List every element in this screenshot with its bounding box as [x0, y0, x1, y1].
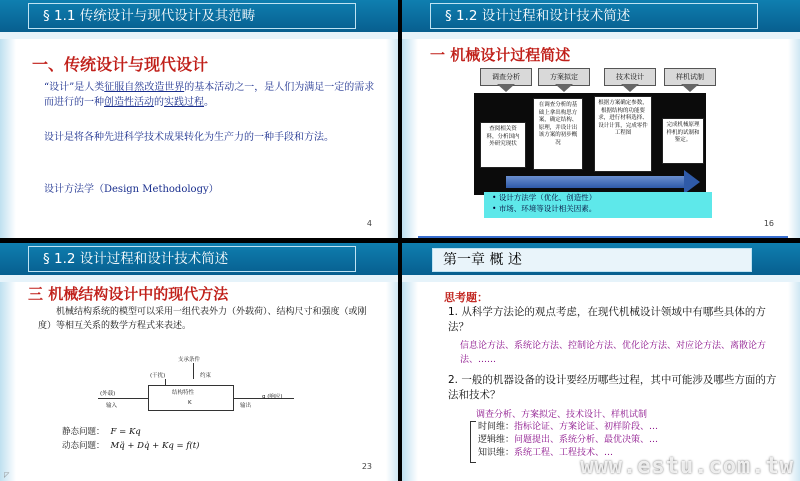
stage-survey: 调查分析 [480, 68, 532, 86]
body-text: 机械结构系统的模型可以采用一组代表外力（外载荷）、结构尺寸和强度（或刚度）等相互关系的数学方程式来表述。 [38, 307, 367, 331]
answer-1: 信息论方法、系统论方法、控制论方法、优化论方法、对应论方法、离散论方法、…… [460, 341, 767, 365]
question-1: 1. 从科学方法论的观点考虑，在现代机械设计领域中有哪些具体的方法？ [448, 306, 766, 333]
flow-arrow-bar [506, 176, 684, 188]
flow-box-1: 查阅相关资料，分析国内外研究现状 [480, 122, 526, 168]
chevron-down-icon [497, 84, 515, 92]
diagram-input: 输入 [106, 403, 118, 409]
header-strip [0, 32, 398, 39]
diagram-load: (外载) [100, 391, 116, 397]
header-strip [402, 32, 800, 39]
slide-thumbnail-3[interactable] [0, 243, 398, 481]
header-strip [0, 275, 398, 282]
slide-header-bar [0, 0, 398, 32]
stage-tech-design: 技术设计 [604, 68, 656, 86]
diagram-center: 结构特性 [172, 390, 195, 396]
diagram-top-label: 支承条件 [178, 357, 201, 363]
right-gradient [788, 282, 800, 481]
left-gradient [0, 39, 16, 238]
chevron-down-icon [681, 84, 699, 92]
site-watermark: www.estu.com.tw [580, 454, 794, 479]
right-gradient [386, 282, 398, 481]
slide-header-bar [402, 0, 800, 32]
questions-title: 思考题： [444, 291, 488, 304]
row-logic: 逻辑维：问题提出、系统分析、最优决策、… [478, 435, 659, 445]
diagram-response: q (响应) [262, 394, 283, 400]
answer-2-head: 调查分析、方案拟定、技术设计、样机试制 [476, 410, 648, 420]
question-2: 2. 一般的机器设备的设计要经历哪些过程，其中可能涉及哪些方面的方法和技术？ [448, 374, 777, 401]
right-gradient [788, 39, 800, 238]
left-gradient [402, 39, 418, 238]
chevron-down-icon [555, 84, 573, 92]
paragraph-2: 设计是将各种先进科学技术成果转化为生产力的一种手段和方法。 [44, 132, 334, 143]
stage-plan: 方案拟定 [538, 68, 590, 86]
diagram-center-k: K [188, 400, 192, 406]
left-gradient [402, 282, 418, 481]
stage-prototype: 样机试制 [664, 68, 716, 86]
slide-header-bar [0, 243, 398, 275]
slide-title: 一、传统设计与现代设计 [32, 55, 209, 74]
slide-header-title: § 1.2 设计过程和设计技术简述 [28, 246, 356, 272]
corner-mark: ◸ [4, 471, 10, 479]
static-problem: 静态问题： F = Kq [62, 427, 141, 437]
notes-box [484, 192, 712, 218]
flow-box-2: 在调查分析的基础上拿出构思方案，确定结构、原理，并设计出该方案的初步概况 [533, 98, 583, 170]
paragraph-1: “设计”是人类征服自然改造世界的基本活动之一，是人们为满足一定的需求而进行的一种创造性活动的实践过程。 [44, 82, 375, 108]
page-number: 16 [763, 219, 774, 228]
right-gradient [386, 39, 398, 238]
slide-thumbnail-4[interactable] [402, 243, 800, 481]
chevron-down-icon [621, 84, 639, 92]
flow-box-4: 完成机械原理样机的试制和鉴定。 [662, 118, 704, 164]
dynamic-problem: 动态问题： Mq̈ + Dq̇ + Kq = f(t) [62, 441, 200, 451]
diagram-constraint: 约束 [200, 373, 212, 379]
slide-thumbnail-1[interactable] [0, 0, 398, 238]
diagram-output: 输出 [240, 403, 252, 409]
slide-header-title: 第一章 概 述 [432, 248, 752, 272]
diagram-arrow [98, 398, 148, 399]
diagram-line [193, 363, 194, 379]
slide-header-title: § 1.2 设计过程和设计技术简述 [430, 3, 758, 29]
slide-title: 三 机械结构设计中的现代方法 [28, 285, 229, 303]
slide-header-title: § 1.1 传统设计与现代设计及其范畴 [28, 3, 356, 29]
diagram-disturbance: (干扰) [150, 373, 166, 379]
row-knowledge: 知识维：系统工程、工程技术、… [478, 448, 614, 458]
flow-box-3: 根据方案确定参数，根据结构的功能要求，进行材料选择、设计计算，完成零件工程图 [594, 96, 652, 172]
header-strip [402, 275, 800, 282]
paragraph-3: 设计方法学（Design Methodology） [44, 184, 219, 195]
arrow-right-icon [684, 170, 700, 194]
slide-header-bar [402, 243, 800, 275]
brace-icon [470, 421, 476, 463]
page-number: 4 [366, 219, 372, 228]
slide-title: 一 机械设计过程简述 [430, 46, 571, 64]
left-gradient [0, 282, 16, 481]
page-number: 23 [361, 462, 372, 471]
row-time: 时间维：指标论证、方案论证、初样阶段、… [478, 422, 659, 432]
bullet-1: • 设计方法学（优化、创造性） [492, 193, 597, 202]
bullet-2: • 市场、环境等设计相关因素。 [492, 204, 597, 213]
